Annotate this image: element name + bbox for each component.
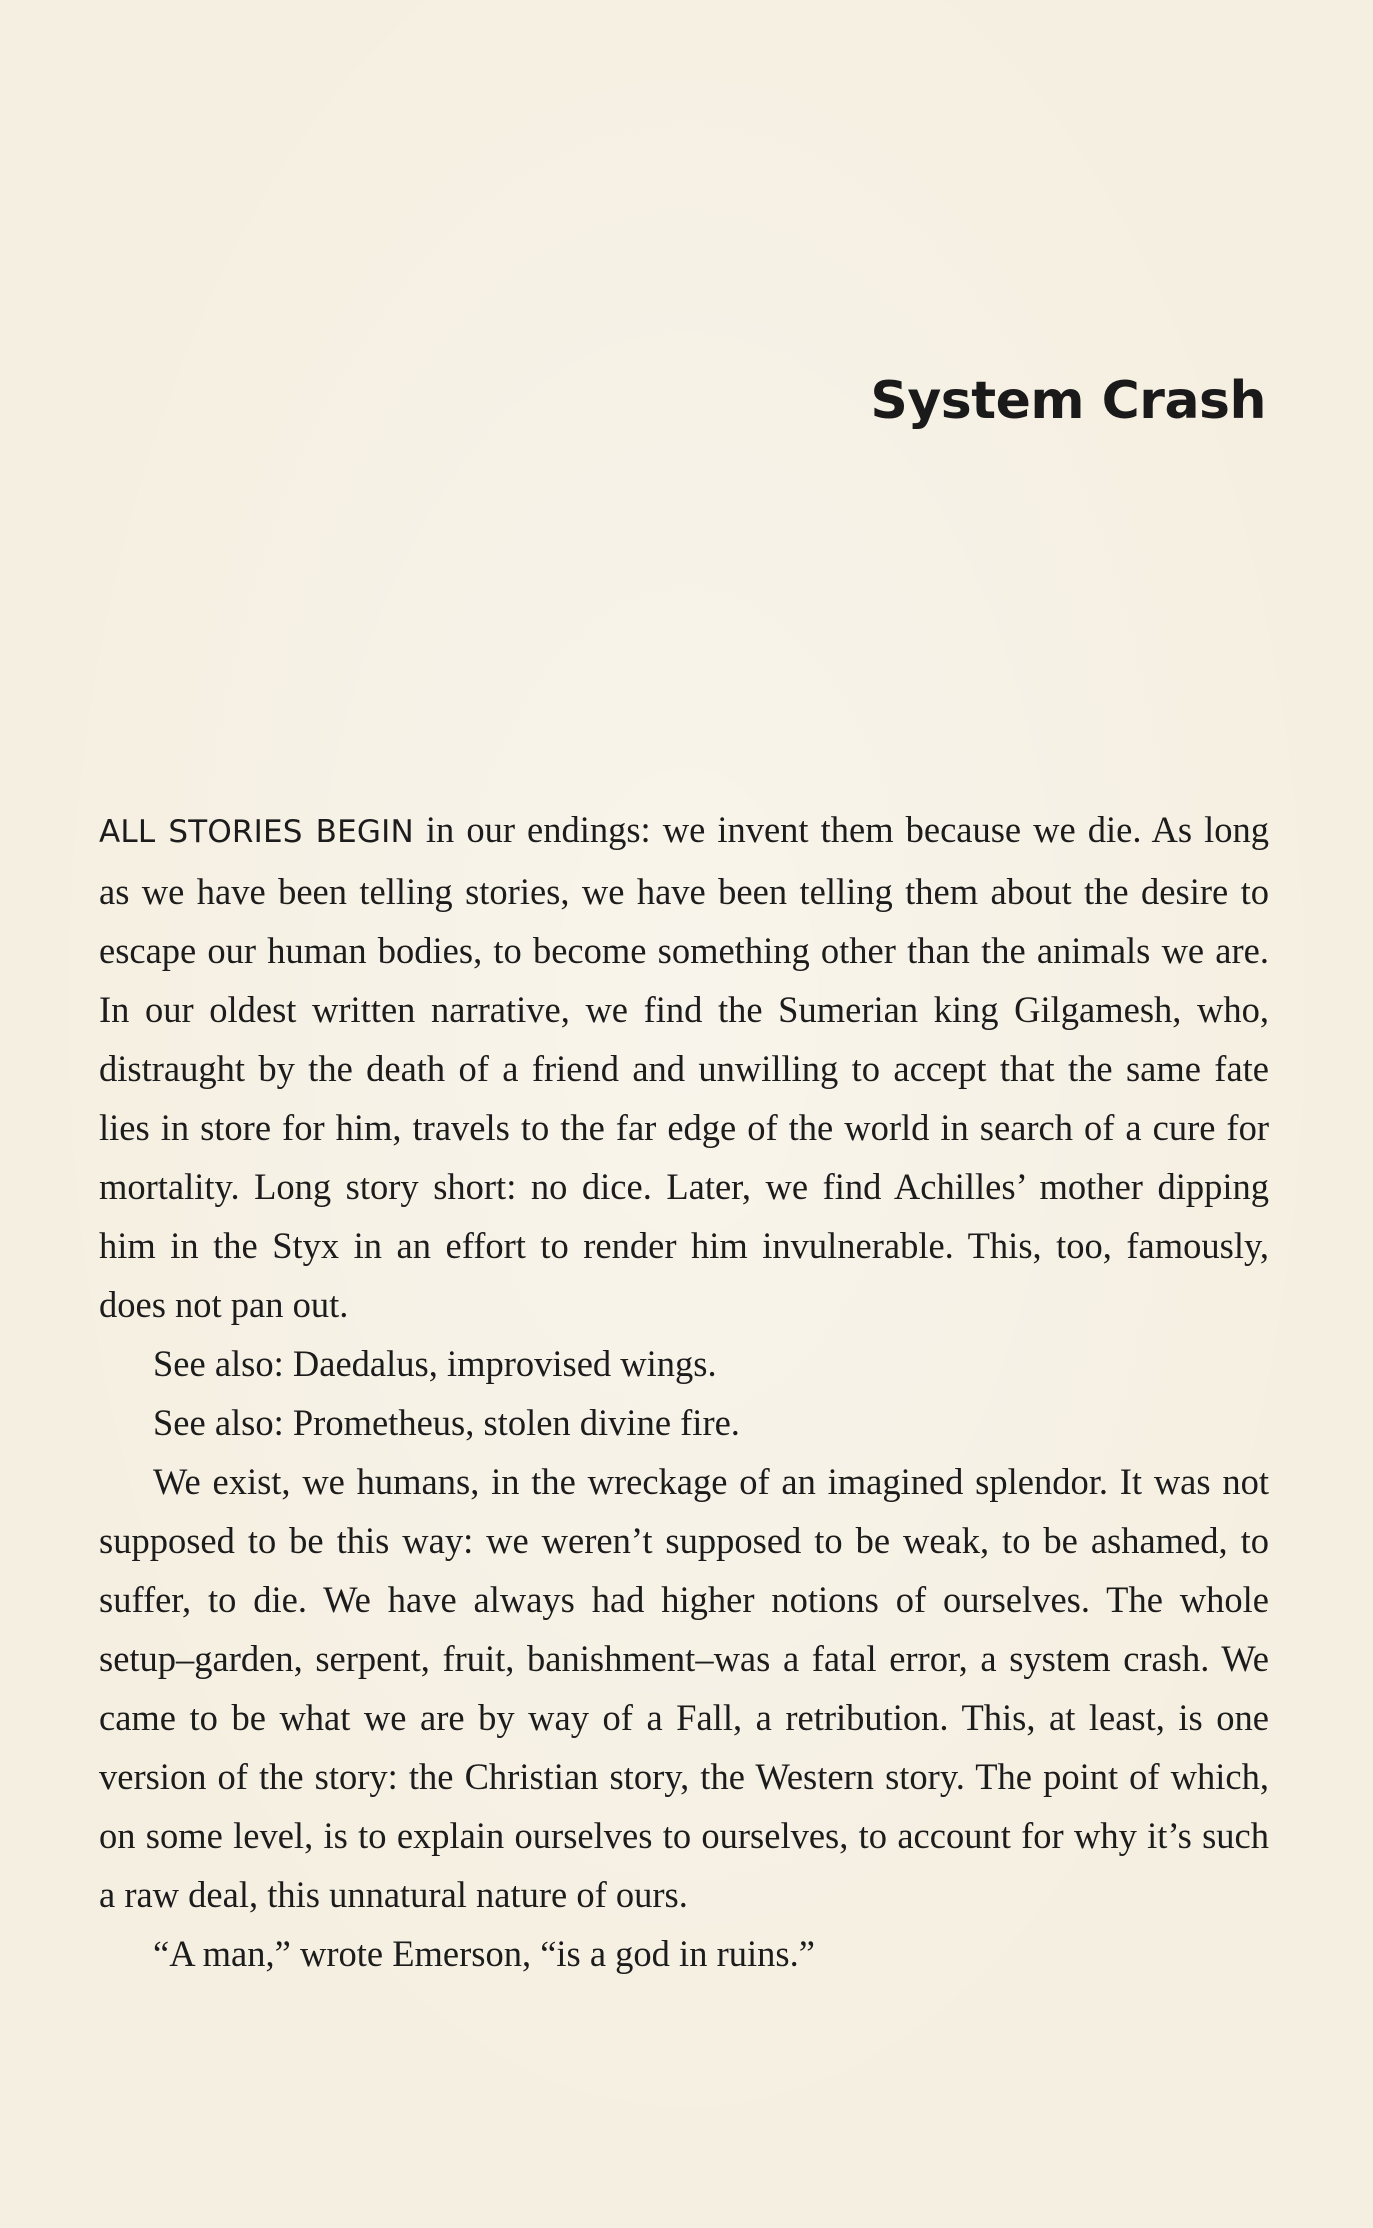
paragraph-text: See also: Daedalus, improvised wings. xyxy=(153,1343,717,1384)
paragraph-text: We exist, we humans, in the wreckage of an imagined splendor. It was not supposed to be this way: we weren’t supposed to be weak, to be ashamed, to suffer, to die. We have always had higher notions of ourselves. The whole setup–garden, serpent, fruit, banishment–was a fatal error, a system crash. We came to be what we are by way of a Fall, a retribution. This, at least, is one version of the story: the Christian story, the Western story. The point of which, on some level, is to explain ourselves to ourselves, to account for why it’s such a raw deal, this unnatural nature of ours. xyxy=(99,1461,1269,1915)
paragraph-text: in our endings: we invent them because we die. As long as we have been telling stories, we have been telling them about the desire to escape our human bodies, to become something other than the animals we are. In our oldest written narrative, we find the Sumerian king Gilgamesh, who, distraught by the death of a friend and unwilling to accept that the same fate lies in store for him, travels to the far edge of the world in search of a cure for mortality. Long story short: no dice. Later, we find Achilles’ mother dipping him in the Styx in an effort to render him invulnerable. This, too, famously, does not pan out. xyxy=(99,809,1269,1325)
emerson-quote xyxy=(99,1924,1269,1983)
see-also-daedalus xyxy=(99,1334,1269,1393)
see-also-prometheus xyxy=(99,1393,1269,1452)
paragraph-text: See also: Prometheus, stolen divine fire. xyxy=(153,1402,740,1443)
chapter-title: System Crash xyxy=(870,371,1266,431)
paragraph-text: “A man,” wrote Emerson, “is a god in ruins.” xyxy=(153,1933,815,1974)
chapter-body xyxy=(99,800,1269,1983)
lead-in-small-caps: ALL STORIES BEGIN xyxy=(99,814,414,850)
wreckage-paragraph xyxy=(99,1452,1269,1924)
opening-paragraph xyxy=(99,800,1269,1334)
